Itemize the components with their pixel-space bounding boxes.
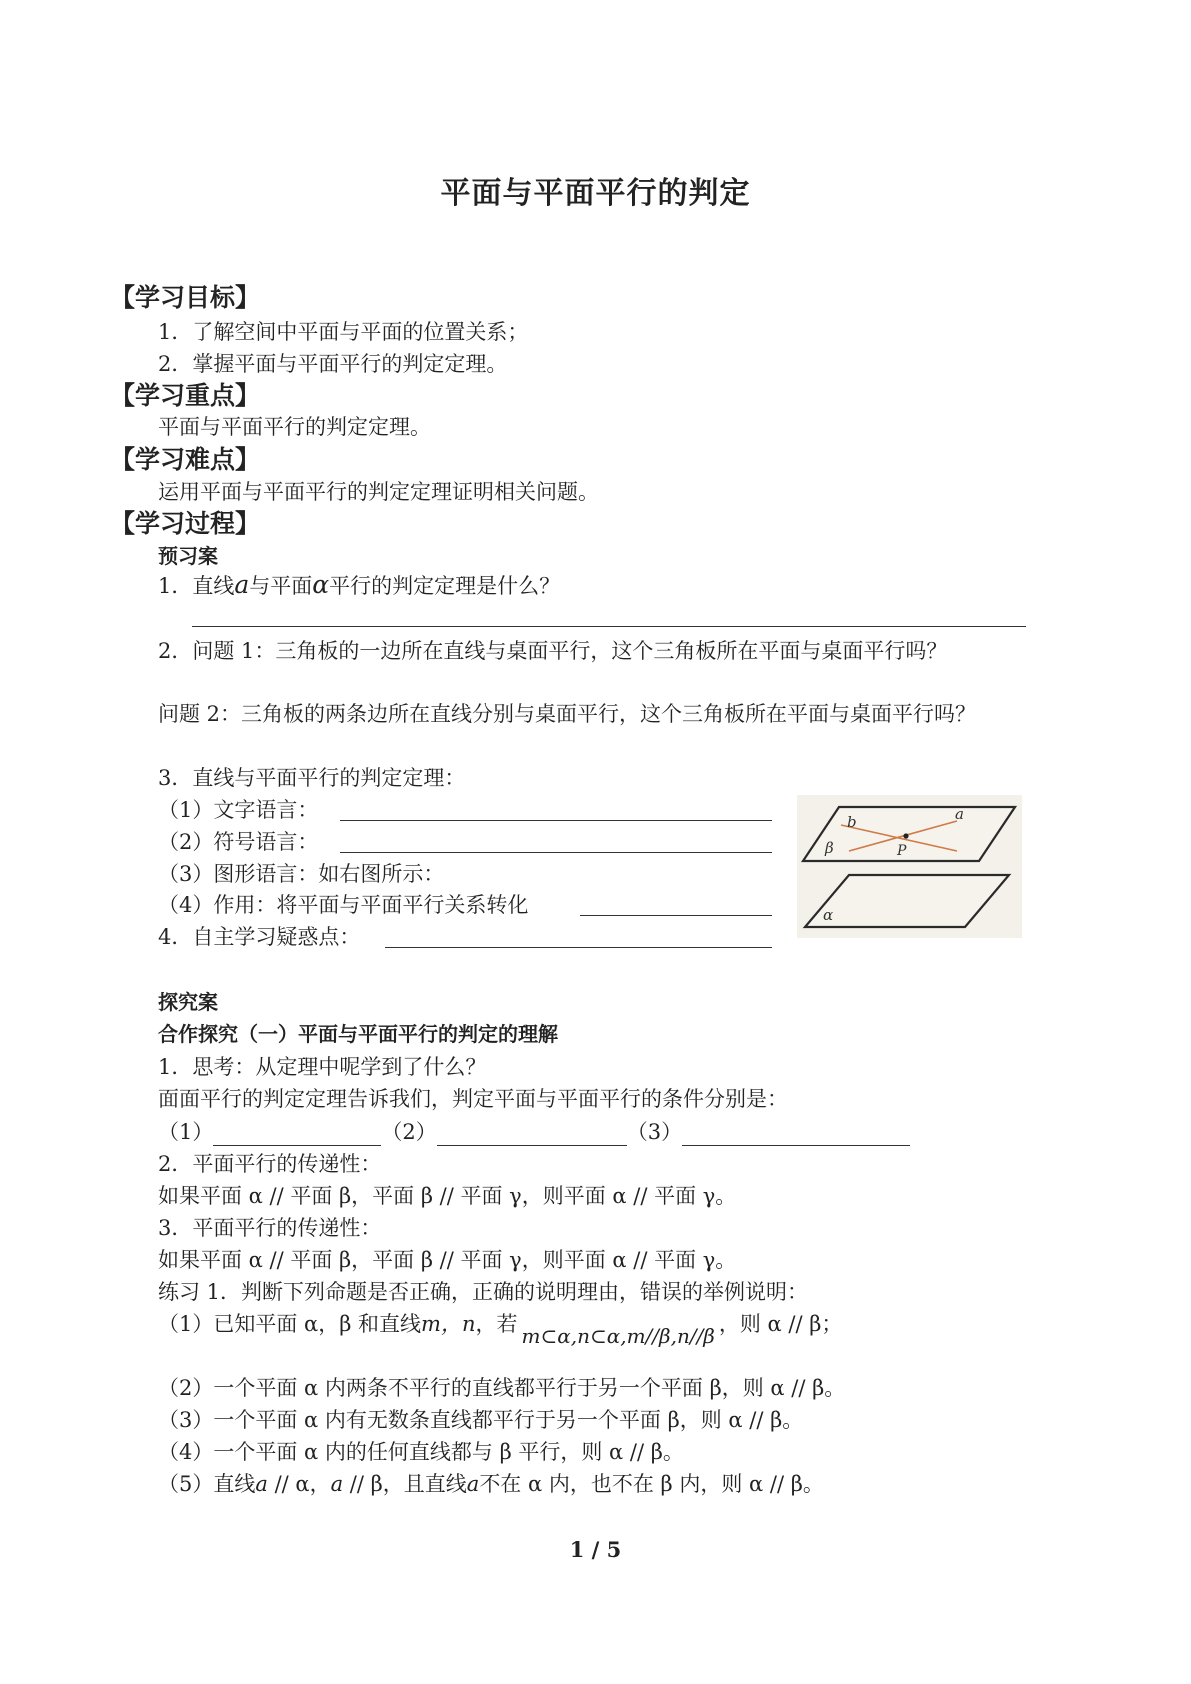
answer-blank-condition-2[interactable] — [437, 1125, 627, 1146]
condition-3-label: （3） — [626, 1120, 683, 1144]
preview-question-3: 3．直线与平面平行的判定定理： — [158, 766, 466, 790]
preview-question-1 — [158, 571, 560, 600]
goal-item-1: 1．了解空间中平面与平面的位置关系； — [158, 320, 529, 344]
section-difficulty-heading: 【学习难点】 — [110, 445, 261, 474]
ex1-1-mid: ，若 — [475, 1312, 518, 1336]
answer-blank-condition-1[interactable] — [213, 1125, 381, 1146]
ex1-5-v1: a — [255, 1472, 268, 1496]
exercise-1-item-1 — [158, 1310, 843, 1348]
section-process-heading: 【学习过程】 — [110, 509, 261, 538]
q1-var-a: a — [234, 570, 250, 599]
explore-transitivity-3b: 如果平面 α // 平面 β，平面 β // 平面 γ，则平面 α // 平面 γ。 — [158, 1248, 737, 1272]
label-alpha: α — [823, 906, 834, 924]
exercise-1-item-5 — [158, 1470, 824, 1498]
condition-2-label: （2） — [381, 1120, 437, 1144]
explore-transitivity-2: 2．平面平行的传递性： — [158, 1152, 382, 1176]
coop-heading: 合作探究（一）平面与平面平行的判定的理解 — [158, 1022, 558, 1046]
section-key-heading: 【学习重点】 — [110, 381, 261, 410]
ex1-5-p4: 不在 α 内，也不在 β 内，则 α // β。 — [479, 1472, 824, 1496]
ex1-1-suffix: ，则 α // β； — [718, 1312, 843, 1336]
label-beta: β — [825, 839, 834, 857]
label-b: b — [847, 813, 857, 831]
q3-item-3: （3）图形语言：如右图所示： — [158, 862, 445, 886]
goal-item-2: 2．掌握平面与平面平行的判定定理。 — [158, 352, 508, 376]
explore-conditions-row — [158, 1118, 910, 1146]
condition-1-label: （1） — [158, 1120, 214, 1144]
parallel-planes-figure — [797, 795, 1022, 938]
ex1-5-v2: a — [330, 1472, 344, 1496]
label-a: a — [955, 805, 964, 823]
q3-item-2: （2）符号语言： — [158, 830, 319, 854]
preview-heading: 预习案 — [158, 544, 218, 568]
ex1-1-formula: m⊂α,n⊂α,m//β,n//β — [521, 1324, 715, 1348]
q1-suffix: 平行的判定定理是什么？ — [329, 574, 561, 598]
point-p — [903, 833, 908, 838]
answer-blank-q3-4[interactable] — [580, 915, 772, 916]
ex1-5-p2: // α， — [267, 1472, 331, 1496]
ex1-5-p3: // β，且直线 — [343, 1472, 467, 1496]
ex1-5-v3: a — [466, 1472, 480, 1496]
exercise-1-item-2: （2）一个平面 α 内两条不平行的直线都平行于另一个平面 β，则 α // β。 — [158, 1376, 846, 1400]
answer-blank-condition-3[interactable] — [682, 1125, 910, 1146]
explore-heading: 探究案 — [158, 990, 218, 1014]
ex1-1-prefix: （1）已知平面 α，β 和直线 — [158, 1312, 422, 1336]
ex1-5-p1: （5）直线 — [158, 1472, 256, 1496]
exercise-1-item-4: （4）一个平面 α 内的任何直线都与 β 平行，则 α // β。 — [158, 1440, 684, 1464]
explore-transitivity-2b: 如果平面 α // 平面 β，平面 β // 平面 γ，则平面 α // 平面 γ。 — [158, 1184, 737, 1208]
answer-blank-q3-1[interactable] — [340, 820, 772, 821]
explore-think-1: 1．思考：从定理中呢学到了什么？ — [158, 1055, 487, 1079]
q1-middle: 与平面 — [249, 574, 313, 598]
label-p: P — [897, 843, 907, 859]
preview-question-2b: 问题 2：三角板的两条边所在直线分别与桌面平行，这个三角板所在平面与桌面平行吗？ — [158, 702, 977, 726]
page-title: 平面与平面平行的判定 — [440, 176, 751, 211]
q1-prefix: 1．直线 — [158, 574, 235, 598]
answer-blank-q3-2[interactable] — [340, 852, 772, 853]
answer-blank-q4[interactable] — [385, 947, 772, 948]
exercise-1-item-3: （3）一个平面 α 内有无数条直线都平行于另一个平面 β，则 α // β。 — [158, 1408, 804, 1432]
q3-item-4: （4）作用：将平面与平面平行关系转化 — [158, 893, 529, 917]
q3-item-1: （1）文字语言： — [158, 798, 319, 822]
explore-transitivity-3: 3．平面平行的传递性： — [158, 1216, 382, 1240]
answer-blank-q1[interactable] — [192, 626, 1026, 627]
exercise-1-heading: 练习 1．判断下列命题是否正确，正确的说明理由，错误的举例说明： — [158, 1280, 809, 1304]
page-number: 1 / 5 — [569, 1537, 622, 1562]
section-difficulty-text: 运用平面与平面平行的判定定理证明相关问题。 — [158, 480, 599, 504]
preview-question-2: 2．问题 1：三角板的一边所在直线与桌面平行，这个三角板所在平面与桌面平行吗？ — [158, 639, 948, 663]
preview-question-4: 4．自主学习疑惑点： — [158, 925, 361, 949]
q1-var-alpha: α — [312, 570, 330, 599]
section-key-text: 平面与平面平行的判定定理。 — [158, 415, 431, 439]
section-goals-heading: 【学习目标】 — [110, 283, 261, 312]
ex1-1-vars: m，n — [421, 1312, 476, 1336]
explore-think-1b: 面面平行的判定定理告诉我们，判定平面与平面平行的条件分别是： — [158, 1087, 788, 1111]
